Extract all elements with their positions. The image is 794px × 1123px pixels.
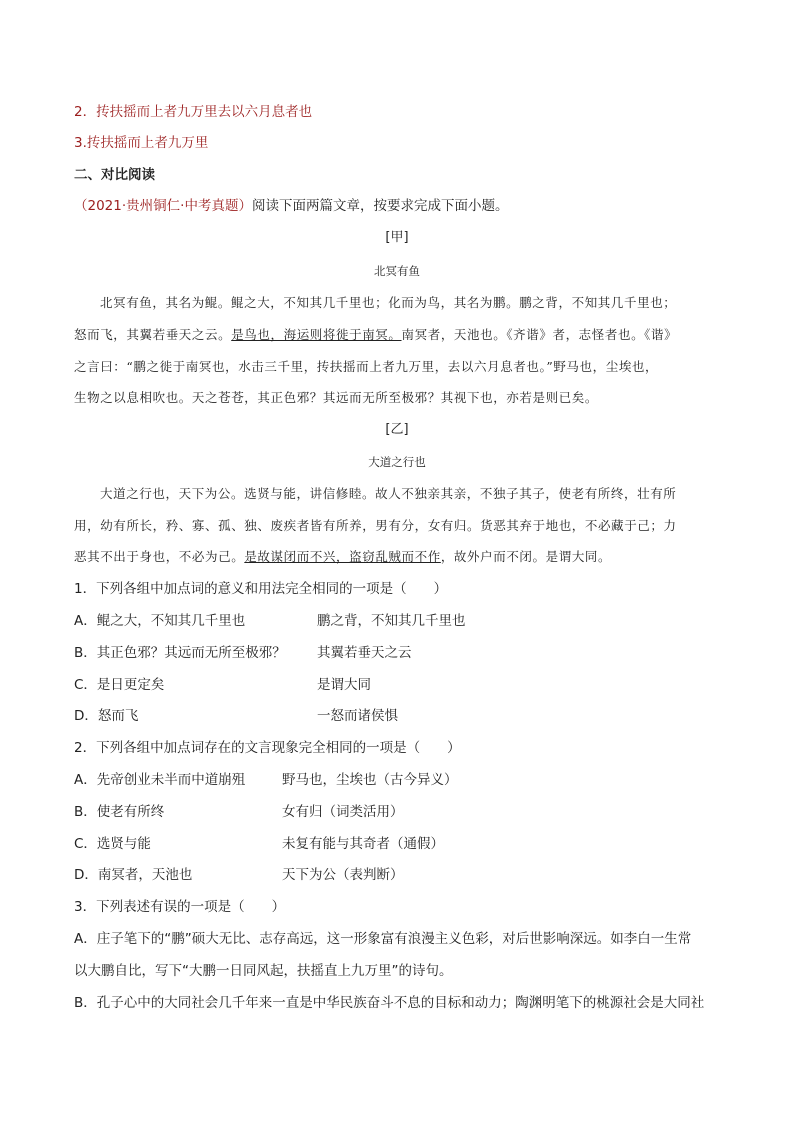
q1-option-a-left: A．鲲之大，不知其几千里也 (74, 613, 246, 629)
passage-a-line-1: 北冥有鱼，其名为鲲。鲲之大，不知其几千里也；化而为鸟，其名为鹏。鹏之背，不知其几千里也； (100, 295, 677, 310)
q3-option-a-line-1: A．庄子笔下的“鹏”硕大无比、志存高远，这一形象富有浪漫主义色彩，对后世影响深远。如李白一生常 (74, 931, 692, 947)
q1-option-a-right: 鹏之背，不知其几千里也 (317, 613, 466, 629)
q2-option-a-right: 野马也，尘埃也（古今异义） (282, 772, 458, 788)
answer-line-2: 2．抟扶摇而上者九万里去以六月息者也 (74, 104, 313, 120)
q2-stem: 2．下列各组中加点词存在的文言现象完全相同的一项是（ ） (74, 740, 461, 756)
passage-a-label: [甲] (385, 230, 409, 245)
passage-a-title: 北冥有鱼 (374, 264, 420, 278)
q3-option-b-line-1: B．孔子心中的大同社会几千年来一直是中华民族奋斗不息的目标和动力；陶渊明笔下的桃源社会是大同社 (74, 995, 705, 1011)
q1-option-d-right: 一怒而诸侯惧 (317, 708, 398, 724)
passage-a-line-2c: 南冥者，天池也。《齐谐》者，志怪者也。《谐》 (401, 327, 678, 342)
q2-option-b-right: 女有归（词类活用） (282, 804, 404, 820)
answer-line-3: 3.抟扶摇而上者九万里 (74, 135, 209, 151)
passage-a-line-3: 之言曰：“鹏之徙于南冥也，水击三千里，抟扶摇而上者九万里，去以六月息者也。”野马也，尘埃也， (74, 359, 659, 374)
q1-stem: 1．下列各组中加点词的意义和用法完全相同的一项是（ ） (74, 581, 448, 597)
passage-b-line-3 (74, 548, 611, 566)
q2-option-c-right: 未复有能与其奇者（通假） (282, 836, 444, 852)
q3-stem: 3．下列表述有误的一项是（ ） (74, 899, 286, 915)
q2-option-b-left: B．使老有所终 (74, 804, 165, 820)
q1-option-b-left: B．其正色邪？其远而无所至极邪？ (74, 645, 286, 661)
passage-b-line-1: 大道之行也，天下为公。选贤与能，讲信修睦。故人不独亲其亲，不独子其子，使老有所终，壮有所 (100, 486, 677, 501)
passage-b-line-3c: ，故外户而不闭。是谓大同。 (440, 549, 612, 564)
passage-a-line-2 (74, 326, 677, 344)
passage-b-underlined-sentence: 是故谋闭而不兴，盗窃乱贼而不作 (244, 549, 441, 564)
source-tag: （2021·贵州铜仁·中考真题） (74, 198, 252, 214)
q1-option-c-right: 是谓大同 (317, 677, 371, 693)
section-title: 二、对比阅读 (74, 167, 155, 183)
passage-a-line-4: 生物之以息相吹也。天之苍苍，其正色邪？其远而无所至极邪？其视下也，亦若是则已矣。 (74, 390, 599, 405)
instruction-text: 阅读下面两篇文章，按要求完成下面小题。 (251, 198, 509, 214)
q2-option-d-right: 天下为公（表判断） (282, 867, 404, 883)
passage-b-line-2: 用，幼有所长，矜、寡、孤、独、废疾者皆有所养，男有分，女有归。货恶其弃于地也，不必藏于己；力 (74, 518, 677, 533)
q2-option-c-left: C．选贤与能 (74, 836, 151, 852)
q1-option-c-left: C．是日更定矣 (74, 677, 165, 693)
q2-option-d-left: D．南冥者，天池也 (74, 867, 193, 883)
q3-option-a-line-2: 以大鹏自比，写下“大鹏一日同风起，扶摇直上九万里”的诗句。 (74, 963, 453, 979)
q2-option-a-left: A．先帝创业未半而中道崩殂 (74, 772, 246, 788)
passage-b-line-3a: 恶其不出于身也，不必为己。 (74, 549, 245, 564)
passage-a-line-2a: 怒而飞，其翼若垂天之云。 (74, 327, 232, 342)
passage-b-title: 大道之行也 (368, 455, 426, 469)
passage-b-label: [乙] (385, 422, 409, 437)
source-line (74, 197, 508, 215)
passage-a-underlined-sentence: 是鸟也，海运则将徙于南冥。 (231, 327, 402, 342)
q1-option-b-right: 其翼若垂天之云 (317, 645, 412, 661)
q1-option-d-left: D．怒而飞 (74, 708, 139, 724)
